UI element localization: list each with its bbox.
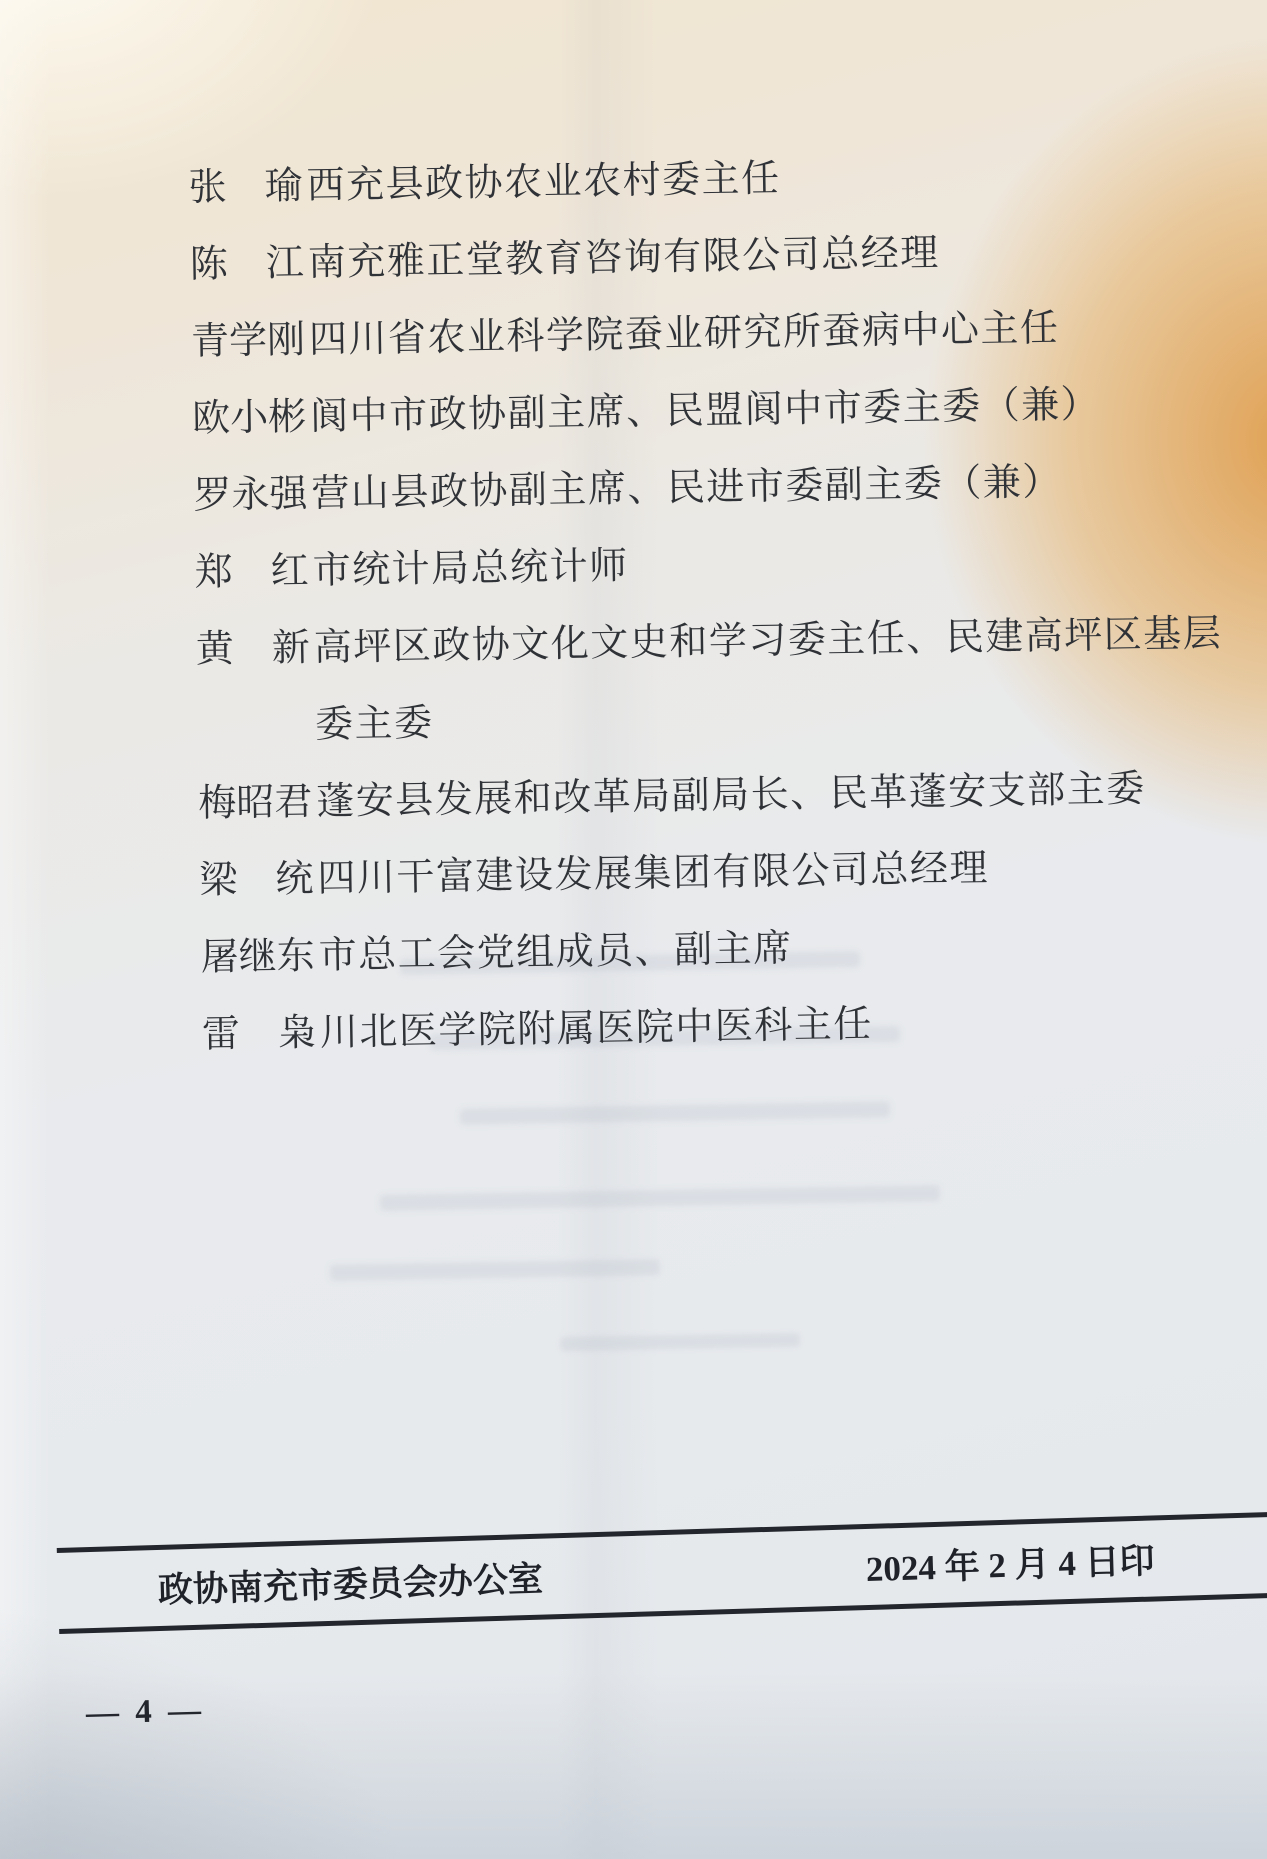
person-title: 市总工会党组成员、副主席: [318, 927, 793, 978]
print-date: 2024 年 2 月 4 日印: [865, 1541, 1156, 1590]
roster-row: [201, 981, 1242, 1074]
person-name: 屠继东: [200, 935, 316, 979]
person-name: 梁 统: [199, 858, 314, 902]
person-title: 南充雅正堂教育咨询有限公司总经理: [307, 232, 941, 285]
person-name: 梅昭君: [197, 781, 313, 825]
colophon: [57, 1512, 1267, 1634]
person-name: 黄 新: [195, 627, 311, 671]
person-title: 市统计局总统计师: [312, 545, 629, 593]
bleed-through-line: [560, 1333, 800, 1351]
bleed-through-line: [460, 1101, 890, 1125]
person-name: 张 瑜: [188, 165, 303, 209]
person-title: 高坪区政协文化文史和学习委主任、民建高坪区基层委主委: [313, 612, 1223, 747]
bleed-through-line: [380, 1185, 940, 1211]
bleed-through-line: [330, 1259, 660, 1281]
person-name: 青学刚: [190, 319, 306, 363]
person-name: 郑 红: [194, 550, 309, 594]
person-name: 欧小彬: [191, 396, 307, 440]
person-title: 西充县政协农业农村委主任: [306, 157, 781, 208]
person-title: 四川干富建设发展集团有限公司总经理: [317, 847, 990, 901]
roster-list: [188, 134, 1242, 1074]
roster-row: [195, 596, 1237, 766]
page-number: — 4 —: [85, 1692, 206, 1732]
person-name: 雷 枭: [201, 1012, 317, 1056]
person-name: 陈 江: [189, 242, 305, 286]
person-title: 蓬安县发展和改革局副局长、民革蓬安支部主委: [315, 768, 1147, 824]
person-name: 罗永强: [193, 473, 308, 517]
person-title: 营山县政协副主席、民进市委副主委（兼）: [311, 461, 1063, 516]
issuing-office: 政协南充市委员会办公室: [157, 1559, 544, 1611]
person-title: 川北医学院附属医院中医科主任: [319, 1003, 874, 1055]
person-title: 四川省农业科学院蚕业研究所蚕病中心主任: [308, 307, 1060, 362]
person-title: 阆中市政协副主席、民盟阆中市委主委（兼）: [309, 383, 1101, 439]
